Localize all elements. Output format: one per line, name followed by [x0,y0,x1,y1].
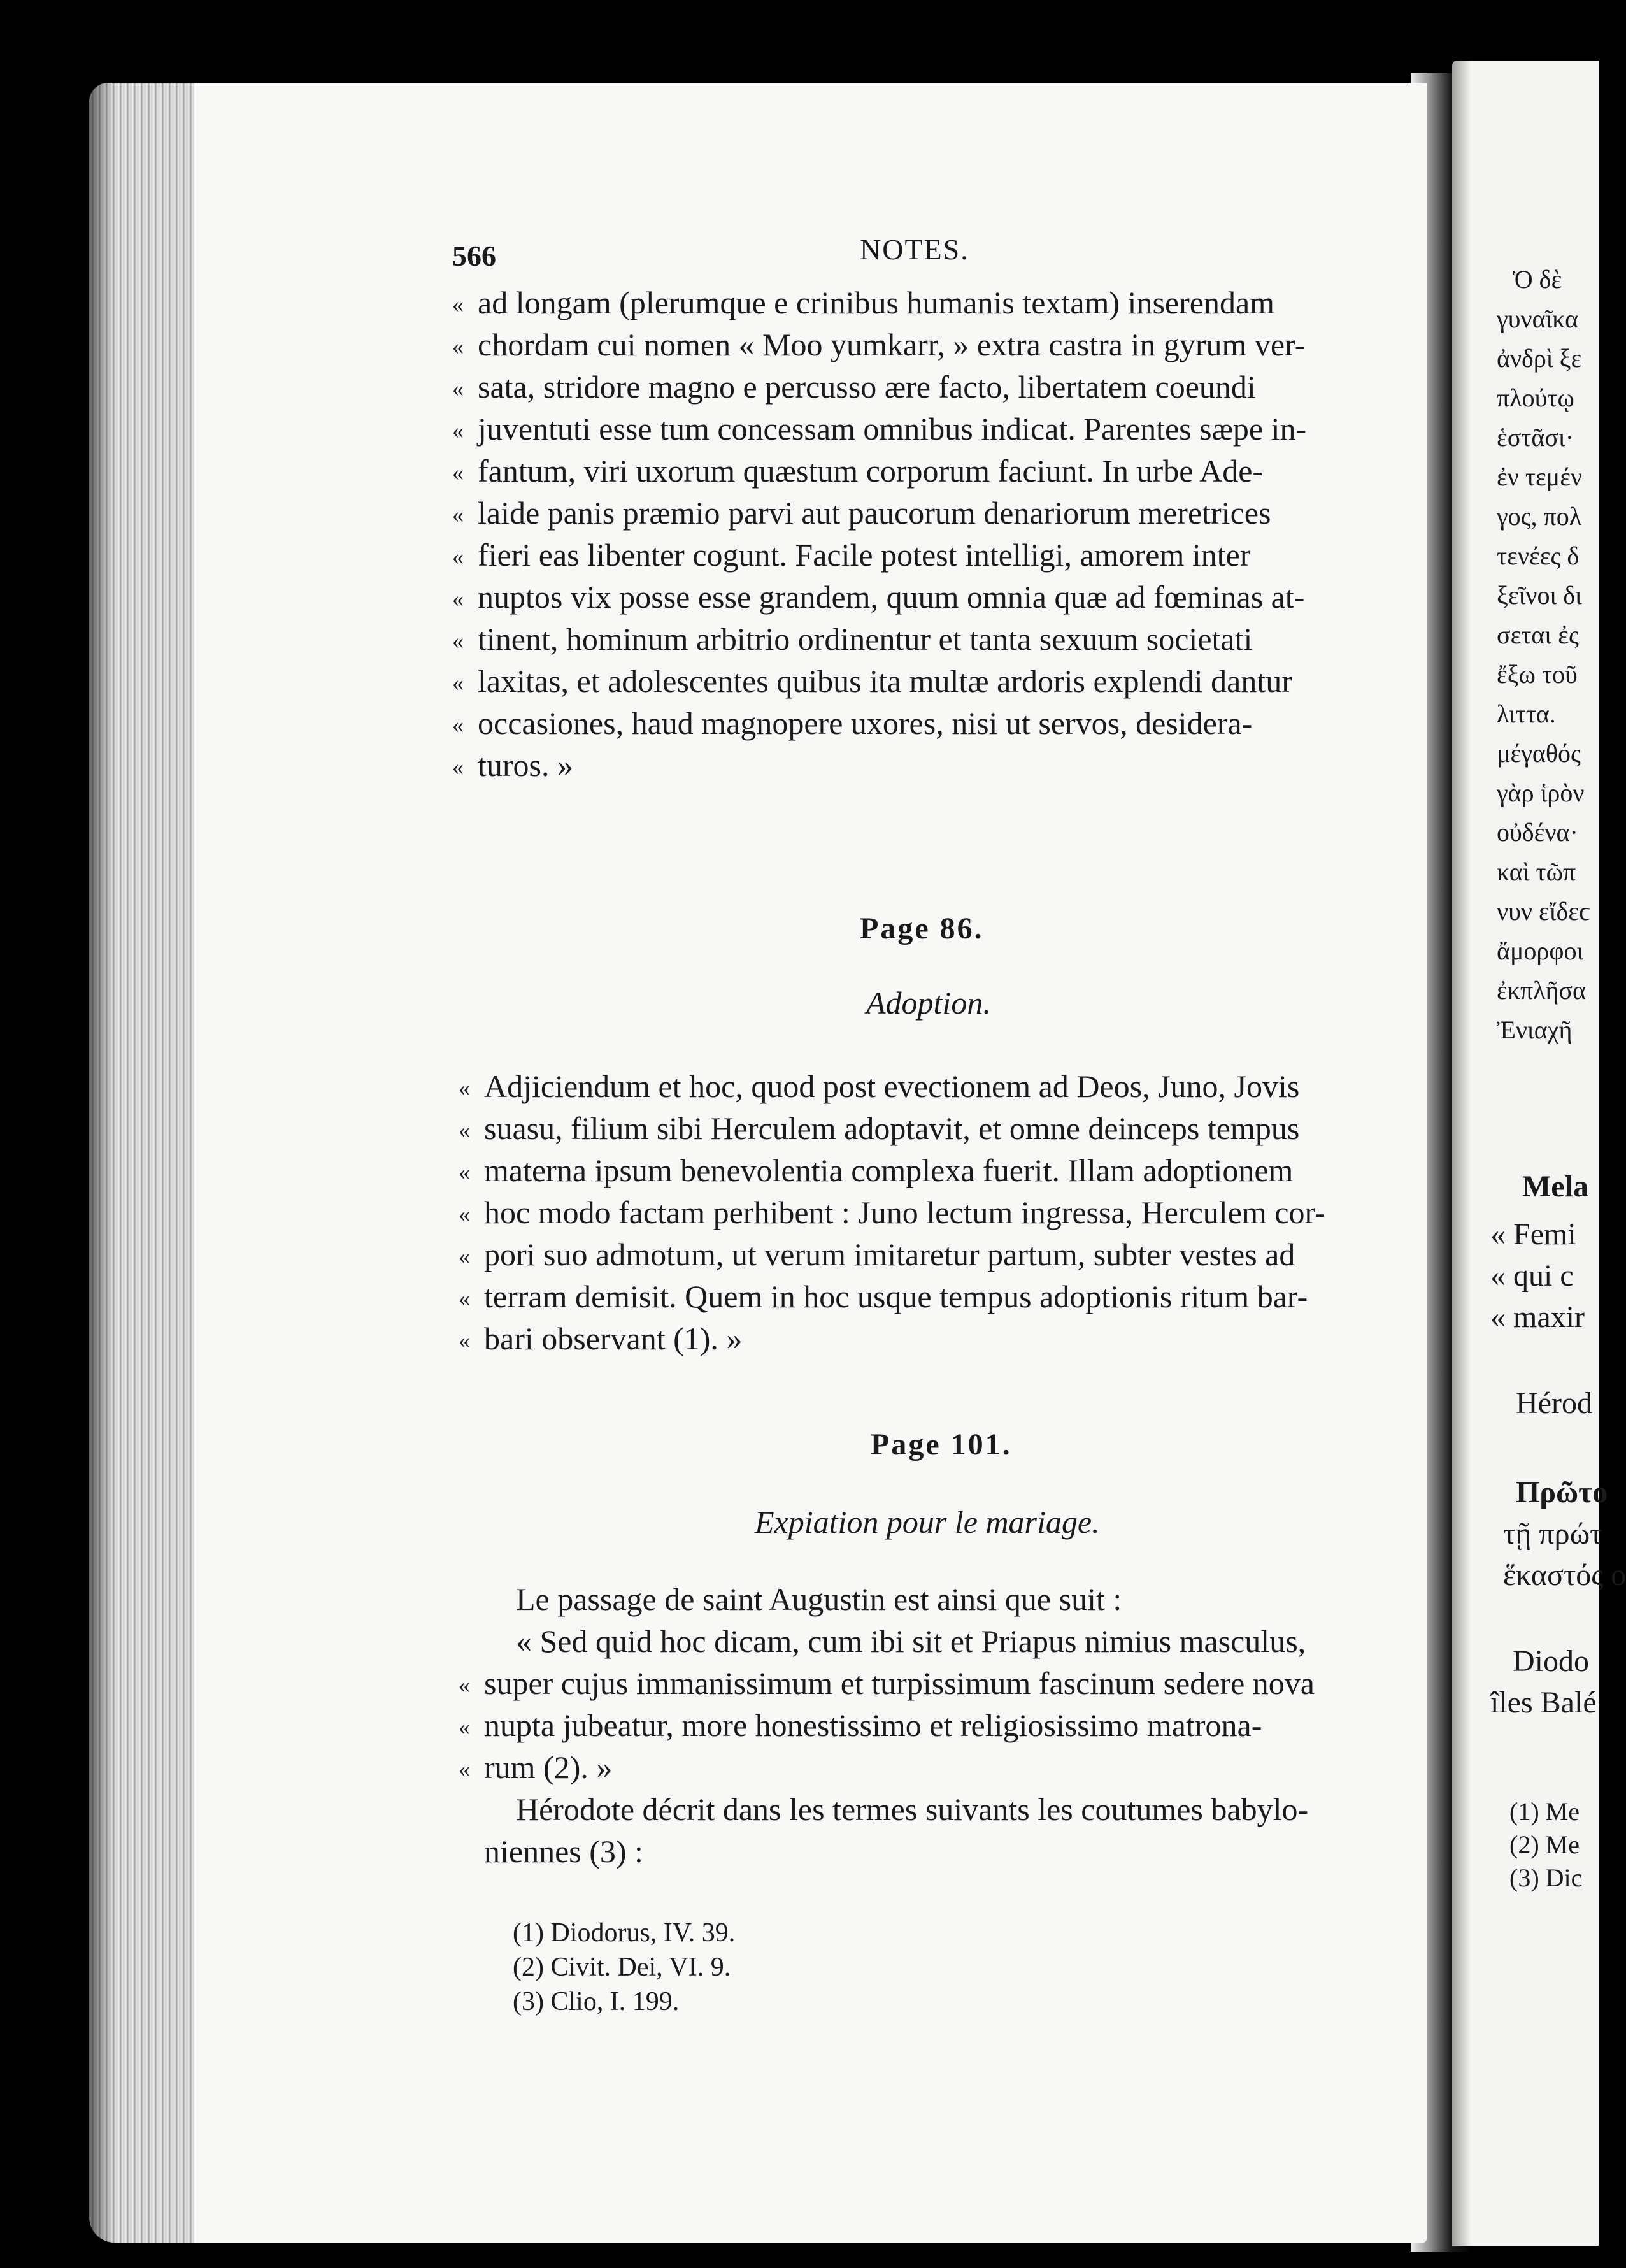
quote-mark: « [452,586,464,612]
facing-greek-line: οὐδένα· [1497,818,1578,847]
quote-mark: « [459,1202,470,1227]
facing-text-line: Mela [1522,1170,1588,1203]
quote-mark: « [452,334,464,359]
text-line: nuptos vix posse esse grandem, quum omnia quæ ad fœminas at- [478,579,1305,615]
quote-mark: « [459,1075,470,1101]
quote-mark: « [452,628,464,654]
text-line: Adjiciendum et hoc, quod post evectionem ad Deos, Juno, Jovis [484,1068,1300,1104]
quote-mark: « [459,1286,470,1311]
facing-greek-line: ἔξω τοῦ [1497,660,1578,689]
text-line: nupta jubeatur, more honestissimo et religiosissimo matrona- [484,1707,1262,1743]
facing-greek-line: γὰρ ἱρὸν [1497,779,1585,807]
text-line: niennes (3) : [484,1834,643,1869]
book-page [194,83,1427,2243]
facing-text-line: Diodo [1513,1644,1589,1678]
text-line: juventuti esse tum concessam omnibus indicat. Parentes sæpe in- [478,411,1307,447]
running-head: NOTES. [860,233,969,266]
footnote: (3) Clio, I. 199. [513,1987,680,2016]
quote-mark: « [459,1117,470,1143]
facing-footnote: (3) Dic [1509,1863,1583,1892]
text-line: super cujus immanissimum et turpissimum fascinum sedere nova [484,1665,1315,1701]
text-line: tinent, hominum arbitrio ordinentur et tanta sexuum societati [478,621,1253,657]
text-line: fantum, viri uxorum quæstum corporum faciunt. In urbe Ade- [478,453,1264,489]
footnote: (1) Diodorus, IV. 39. [513,1918,736,1948]
facing-text-line: îles Balé [1490,1686,1597,1719]
facing-greek-line: πλούτῳ [1497,384,1574,412]
facing-greek-line: γος, πολ [1497,502,1582,531]
text-line: chordam cui nomen « Moo yumkarr, » extra castra in gyrum ver- [478,327,1306,362]
facing-text-line: Hérod [1516,1386,1592,1420]
quote-mark: « [459,1159,470,1185]
text-line: « Sed quid hoc dicam, cum ibi sit et Priapus nimius masculus, [516,1623,1306,1659]
facing-greek-line: ἐν τεμέν [1497,463,1583,491]
facing-footnote: (2) Me [1509,1830,1580,1859]
facing-greek-line: ἄμορφοι [1497,937,1584,965]
text-line: laxitas, et adolescentes quibus ita multæ ardoris explendi dantur [478,663,1292,699]
quote-mark: « [452,712,464,738]
facing-greek-line: Ἐνιαχῆ [1497,1016,1573,1044]
section-subtitle-expiation: Expiation pour le mariage. [755,1504,1100,1540]
facing-greek-line: σεται ἐς [1497,621,1579,649]
facing-greek-line: λιττα. [1497,700,1556,728]
text-line: suasu, filium sibi Herculem adoptavit, et omne deinceps tempus [484,1110,1300,1146]
quote-mark: « [459,1672,470,1698]
text-line: Le passage de saint Augustin est ainsi que suit : [516,1581,1122,1617]
text-line: pori suo admotum, ut verum imitaretur partum, subter vestes ad [484,1237,1295,1272]
facing-text-line: τῇ πρώτ [1503,1517,1602,1551]
text-line: rum (2). » [484,1749,613,1785]
quote-mark: « [452,670,464,696]
text-line: turos. » [478,747,573,783]
facing-greek-line: γυναῖκα [1497,305,1579,333]
facing-footnote: (1) Me [1509,1797,1580,1826]
quote-mark: « [459,1328,470,1353]
quote-mark: « [459,1714,470,1740]
text-line: hoc modo factam perhibent : Juno lectum ingressa, Herculem cor- [484,1195,1325,1230]
text-line: fieri eas libenter cogunt. Facile potest intelligi, amorem inter [478,537,1251,573]
section-heading-text: Page 86. [860,912,984,945]
text-line: ad longam (plerumque e crinibus humanis textam) inserendam [478,285,1275,320]
section-heading-page-101 [871,1427,1012,1462]
page-stack-shadow [89,83,115,2243]
quote-mark: « [459,1244,470,1269]
facing-greek-line: ξεῖνοι δι [1497,581,1582,610]
quote-mark: « [452,292,464,317]
facing-page-shade [1452,61,1471,2246]
quote-mark: « [452,754,464,780]
section-heading-text: Page 101. [871,1428,1012,1461]
quote-mark: « [459,1756,470,1782]
quote-mark: « [452,502,464,528]
section-subtitle-adoption: Adoption. [866,985,991,1021]
facing-greek-line: Ὁ δὲ [1513,265,1562,294]
text-line: Hérodote décrit dans les termes suivants les coutumes babylo- [516,1791,1309,1827]
quote-mark: « [452,418,464,443]
facing-greek-line: νυν εἴδεϲ [1497,897,1590,926]
section-heading-page-86 [860,911,984,946]
facing-text-line: « qui c [1490,1259,1574,1293]
text-line: occasiones, haud magnopere uxores, nisi ut servos, desidera- [478,705,1253,741]
text-line: laide panis præmio parvi aut paucorum denariorum meretrices [478,495,1271,531]
facing-text-line: « maxir [1490,1300,1585,1334]
quote-mark: « [452,544,464,570]
facing-text-line: « Femi [1490,1217,1576,1251]
facing-greek-line: τενέες δ [1497,542,1580,570]
footnote: (2) Civit. Dei, VI. 9. [513,1953,731,1982]
quote-mark: « [452,460,464,485]
facing-greek-line: ἀνδρὶ ξε [1497,344,1582,373]
facing-greek-line: ἑστᾶσι· [1497,423,1574,452]
text-line: bari observant (1). » [484,1321,743,1356]
facing-text-line: Πρῶτο [1516,1475,1608,1509]
facing-greek-line: ἐκπλῆσα [1497,976,1586,1005]
text-line: materna ipsum benevolentia complexa fuerit. Illam adoptionem [484,1152,1294,1188]
facing-text-line: ἕκαστός ο [1503,1558,1626,1592]
facing-greek-line: μέγαθός [1497,739,1581,768]
page-number: 566 [452,240,496,272]
facing-page [1452,61,1626,2246]
text-line: sata, stridore magno e percusso ære facto, libertatem coeundi [478,369,1256,405]
text-line: terram demisit. Quem in hoc usque tempus adoptionis ritum bar- [484,1279,1308,1314]
quote-mark: « [452,376,464,401]
facing-greek-line: καὶ τῶπ [1497,858,1576,886]
